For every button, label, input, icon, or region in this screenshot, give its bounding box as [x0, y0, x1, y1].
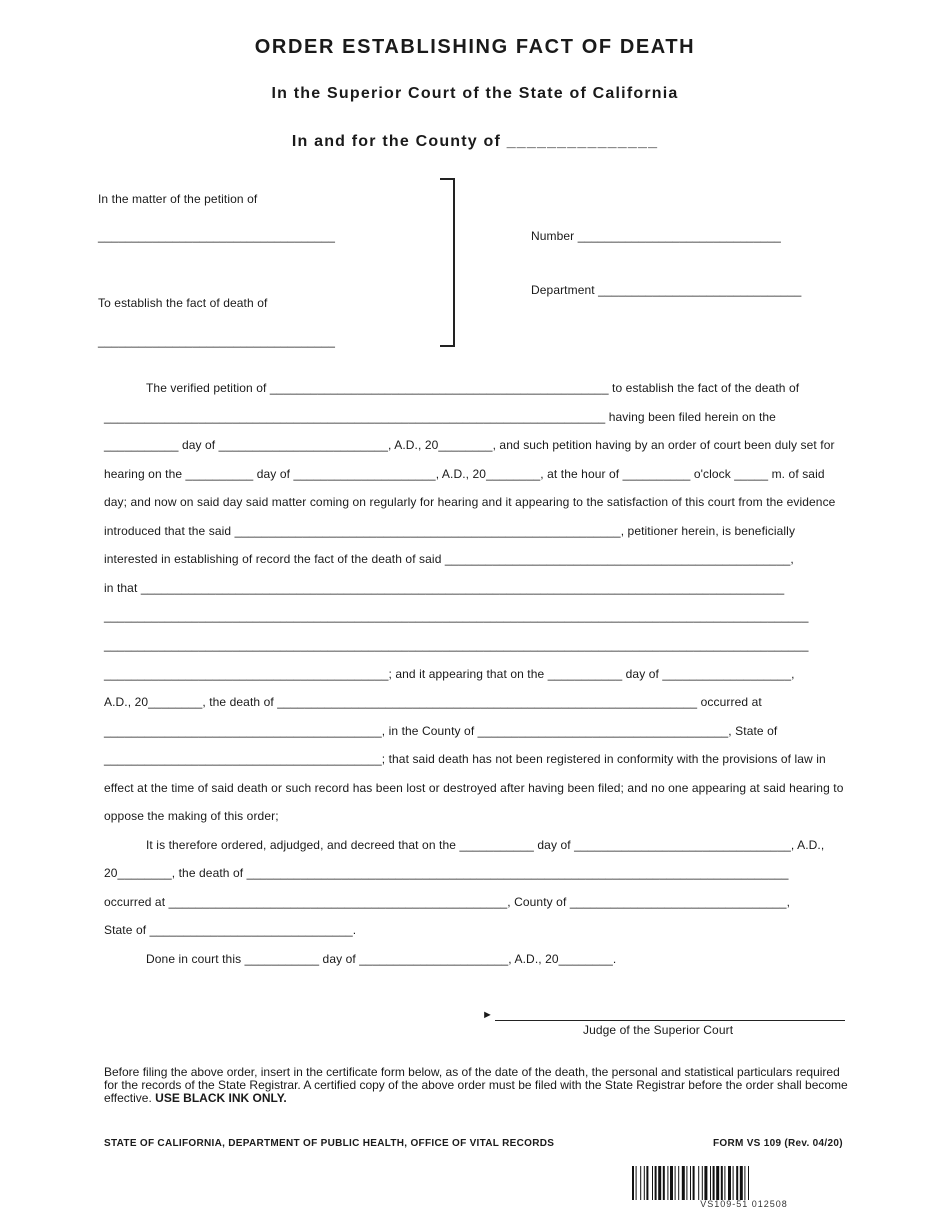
order-line[interactable]: ________________________________________________________________________________________________________	[104, 638, 809, 652]
barcode-bar	[652, 1166, 653, 1200]
decedent-label: To establish the fact of death of	[98, 296, 268, 310]
caption-bracket-bottom	[440, 345, 455, 347]
judge-signature-line[interactable]	[495, 1020, 845, 1021]
judge-signature-label: Judge of the Superior Court	[583, 1023, 734, 1037]
order-line[interactable]: in that _______________________________________________________________________________________________	[104, 581, 785, 595]
decedent-name-field[interactable]: ___________________________________	[98, 334, 336, 348]
filing-instructions	[104, 1066, 856, 1105]
caption-bracket	[453, 178, 455, 346]
order-line[interactable]: Done in court this ___________ day of ______________________, A.D., 20________.	[146, 952, 617, 966]
order-line[interactable]: _________________________________________, in the County of _____________________________________, State of	[104, 724, 778, 738]
order-line[interactable]: 20________, the death of ________________________________________________________________________________	[104, 866, 789, 880]
barcode-bar	[675, 1166, 676, 1200]
barcode-bar	[693, 1166, 695, 1200]
order-line[interactable]: ________________________________________________________________________________________________________	[104, 609, 809, 623]
barcode-bar	[632, 1166, 634, 1200]
barcode-bar	[690, 1166, 691, 1200]
order-line[interactable]: __________________________________________; and it appearing that on the ___________ day of ___________________,	[104, 667, 795, 681]
order-line[interactable]: A.D., 20________, the death of ______________________________________________________________ occurred at	[104, 695, 762, 709]
signature-arrow-icon: ►	[482, 1009, 493, 1021]
order-line: effect at the time of said death or such record has been lost or destroyed after having been filed; and no one appearing at said hearing to	[104, 781, 844, 795]
barcode-bar	[670, 1166, 673, 1200]
order-line[interactable]: ___________ day of _________________________, A.D., 20________, and such petition having by an order of court been duly set for	[104, 438, 835, 452]
barcode-bar	[655, 1166, 657, 1200]
barcode-bar	[736, 1166, 738, 1200]
barcode-number: VS109-51 012508	[700, 1199, 788, 1209]
barcode-bar	[686, 1166, 687, 1200]
barcode-bar	[646, 1166, 648, 1200]
barcode-bar	[740, 1166, 743, 1200]
barcode-bar	[678, 1166, 679, 1200]
barcode-bar	[704, 1166, 707, 1200]
order-line[interactable]: State of ______________________________.	[104, 923, 357, 937]
barcode-bar	[663, 1166, 665, 1200]
barcode-bar	[744, 1166, 745, 1200]
order-line[interactable]: The verified petition of __________________________________________________ to establish the fact of the death of	[146, 381, 800, 395]
barcode-bar	[728, 1166, 731, 1200]
barcode-bar	[713, 1166, 715, 1200]
barcode	[632, 1166, 856, 1200]
order-line[interactable]: interested in establishing of record the fact of the death of said ___________________________________________________,	[104, 552, 794, 566]
barcode-bar	[748, 1166, 749, 1200]
barcode-bar	[644, 1166, 645, 1200]
order-line[interactable]: _________________________________________; that said death has not been registered in conformity with the provisions of law in	[104, 752, 826, 766]
barcode-bar	[698, 1166, 699, 1200]
order-line[interactable]: hearing on the __________ day of _____________________, A.D., 20________, at the hour of __________ o'clock _____ m. of said	[104, 467, 825, 481]
order-line[interactable]: occurred at __________________________________________________, County of ________________________________,	[104, 895, 791, 909]
order-line: oppose the making of this order;	[104, 809, 279, 823]
barcode-bar	[710, 1166, 711, 1200]
order-line[interactable]: introduced that the said _________________________________________________________, petitioner herein, is beneficially	[104, 524, 796, 538]
form-title: ORDER ESTABLISHING FACT OF DEATH	[254, 36, 696, 58]
barcode-bar	[702, 1166, 703, 1200]
form-number: FORM VS 109 (Rev. 04/20)	[713, 1138, 843, 1149]
barcode-bar	[716, 1166, 719, 1200]
case-number-field[interactable]: Number ______________________________	[531, 229, 781, 243]
county-heading: In and for the County of _______________	[291, 133, 659, 150]
barcode-bar	[682, 1166, 685, 1200]
barcode-bar	[733, 1166, 734, 1200]
petition-matter-label: In the matter of the petition of	[98, 192, 258, 206]
instructions-text: Before filing the above order, insert in the certificate form below, as of the date of the death, the personal and statistical particulars required for the records of the State Registrar. A certified copy of the above order must be filed with the State Registrar before the order shall become effective.	[104, 1065, 848, 1105]
barcode-bar	[724, 1166, 725, 1200]
barcode-bar	[640, 1166, 641, 1200]
petitioner-name-field[interactable]: ___________________________________	[98, 229, 336, 243]
court-heading: In the Superior Court of the State of California	[271, 85, 679, 102]
barcode-bar	[721, 1166, 723, 1200]
order-line[interactable]: It is therefore ordered, adjudged, and decreed that on the ___________ day of ________________________________, A.D.,	[146, 838, 825, 852]
order-line[interactable]: __________________________________________________________________________ having been filed herein on the	[104, 410, 776, 424]
barcode-bar	[658, 1166, 661, 1200]
black-ink-notice: USE BLACK INK ONLY.	[155, 1091, 287, 1105]
order-line: day; and now on said day said matter coming on regularly for hearing and it appearing to the satisfaction of this court from the evidence	[104, 495, 836, 509]
barcode-bar	[667, 1166, 668, 1200]
barcode-bar	[636, 1166, 637, 1200]
agency-footer: STATE OF CALIFORNIA, DEPARTMENT OF PUBLIC HEALTH, OFFICE OF VITAL RECORDS	[104, 1138, 555, 1149]
caption-bracket-top	[440, 178, 454, 180]
department-field[interactable]: Department ______________________________	[531, 283, 802, 297]
